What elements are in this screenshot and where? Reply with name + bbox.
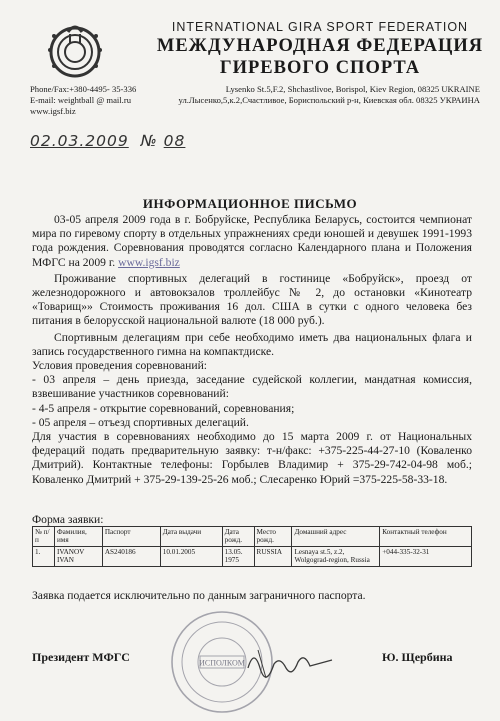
table-cell: Lesnaya st.5, z.2, Wolgograd-region, Russia: [292, 546, 380, 566]
table-cell: 1.: [33, 546, 55, 566]
paragraph-1: [32, 213, 472, 270]
table-header: Паспорт: [102, 527, 160, 547]
table-header: Дата выдачи: [160, 527, 222, 547]
email: E-mail: weightball @ mail.ru: [30, 95, 131, 105]
website-link[interactable]: www.igsf.biz: [118, 255, 180, 269]
org-name-en: INTERNATIONAL GIRA SPORT FEDERATION: [171, 20, 469, 34]
table-cell: IVANOV IVAN: [54, 546, 102, 566]
paragraph-1-text: 03-05 апреля 2009 года в г. Бобруйске, Республика Беларусь, состоится чемпионат мира по гиревому спорту в отдельных упражнениях среди юношей и девушек 1991-1993 года рождения. Соревнования проводятся согласно Календарного плана и Положения МФГС на 2009 г.: [32, 213, 472, 269]
table-cell: 13.05. 1975: [222, 546, 254, 566]
letter-date: 02.03.2009: [30, 132, 129, 150]
website: www.igsf.biz: [30, 106, 76, 116]
letter-number: 08: [163, 132, 186, 150]
table-header: Контактный телефон: [380, 527, 472, 547]
org-name-ru-line1: МЕЖДУНАРОДНАЯ ФЕДЕРАЦИЯ: [156, 36, 484, 56]
handwritten-date-number: [30, 132, 185, 150]
phone-fax: Phone/Fax:+380-4495- 35-336: [30, 84, 137, 94]
document-title: ИНФОРМАЦИОННОЕ ПИСЬМО: [142, 196, 358, 211]
paragraph-2: Проживание спортивных делегаций в гостинице «Бобруйск», проезд от железнодорожного и автовокзалов троллейбус № 2, до остановки «Кинотеатр «Товарищ»» Стоимость проживания 16 дол. США в сутки с одного человека без питания в белорусской национальной валюте (18 000 руб.).: [32, 271, 472, 328]
table-header: Домашний адрес: [292, 527, 380, 547]
condition-2: - 4-5 апреля - открытие соревнований, соревнования;: [32, 401, 295, 415]
table-row: [33, 546, 472, 566]
letter-body: [32, 213, 472, 487]
table-header: Место рожд.: [254, 527, 292, 547]
application-form-table: [32, 526, 472, 567]
condition-3: - 05 апреля – отъезд спортивных делегаций.: [32, 415, 249, 429]
signature-icon: [240, 638, 340, 688]
table-header: Фамилия, имя: [54, 527, 102, 547]
signer-name: Ю. Щербина: [382, 650, 453, 664]
paragraph-4: Для участия в соревнованиях необходимо до 15 марта 2009 г. от Национальных федераций подать предварительную заявку: т-н/факс: +375-225-44-27-10 (Коваленко Дмитрий). Контактные телефоны: Горбылев Владимир + 375-29-742-04-98 моб.; Коваленко Дмитрий + 375-29-139-25-26 моб.; Слесаренко Юрий =375-225-58-33-18.: [32, 430, 472, 486]
address-en: Lysenko St.5,F.2, Shchastlivoe, Borispol, Kiev Region, 08325 UKRAINE: [225, 84, 480, 94]
federation-logo-icon: [40, 14, 110, 84]
table-header: № п/п: [33, 527, 55, 547]
form-label: Форма заявки:: [32, 513, 104, 526]
table-header-row: [33, 527, 472, 547]
condition-1: - 03 апреля – день приезда, заседание судейской коллегии, мандатная комиссия, взвешивание участников соревнований:: [32, 373, 472, 401]
table-cell: 10.01.2005: [160, 546, 222, 566]
stamp-text: ИСПОЛКОМ: [199, 658, 245, 668]
address-ru: ул.Лысенко,5,к.2,Счастливое, Бориспольский р-н, Киевская обл. 08325 УКРАИНА: [178, 95, 480, 105]
paragraph-3: Спортивным делегациям при себе необходимо иметь два национальных флага и запись государственного гимна на компактдиске.: [32, 330, 472, 358]
table-header: Дата рожд.: [222, 527, 254, 547]
org-name-ru-line2: ГИРЕВОГО СПОРТА: [219, 58, 421, 78]
table-cell: RUSSIA: [254, 546, 292, 566]
table-cell: +044-335-32-31: [380, 546, 472, 566]
conditions-title: Условия проведения соревнований:: [32, 359, 207, 373]
president-title: Президент МФГС: [32, 650, 130, 664]
table-cell: AS240186: [102, 546, 160, 566]
number-label: №: [140, 132, 158, 150]
passport-note: Заявка подается исключительно по данным заграничного паспорта.: [32, 589, 366, 602]
